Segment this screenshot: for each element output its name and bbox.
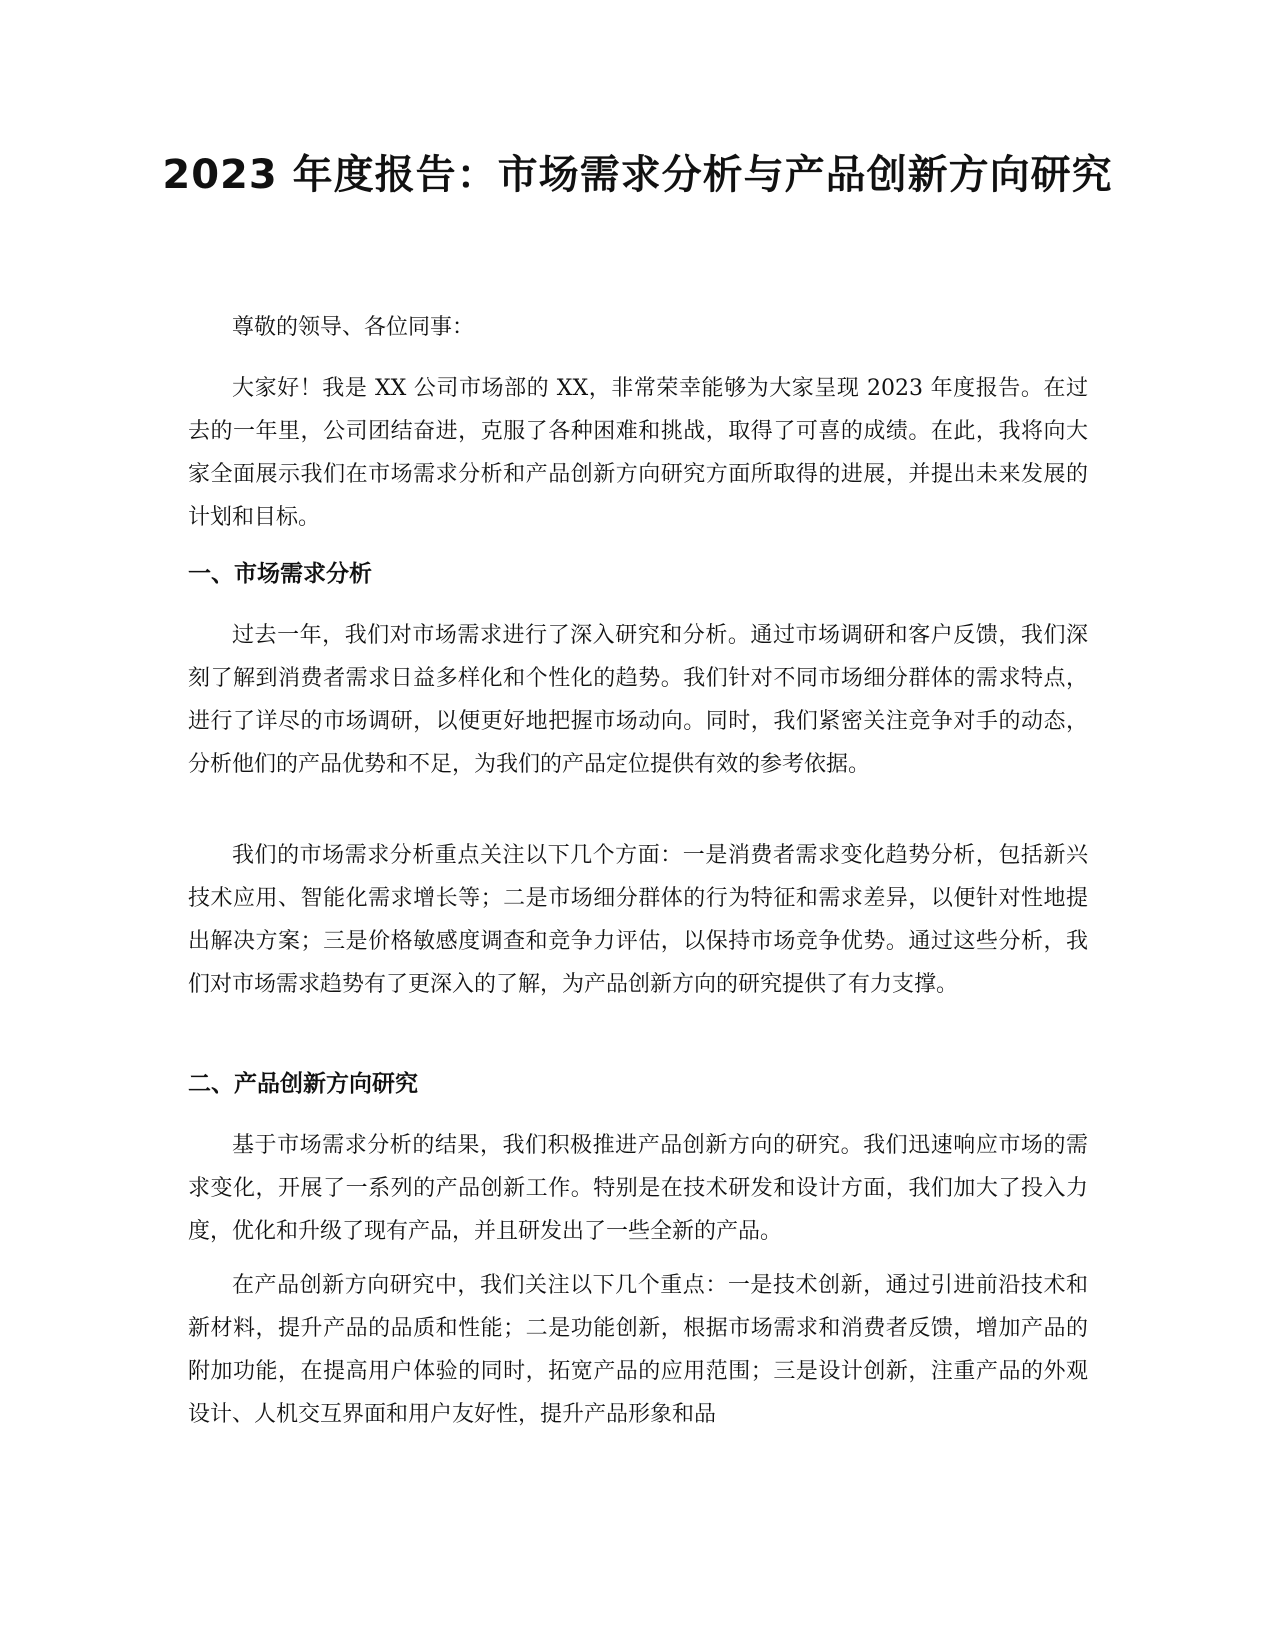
product-innovation-paragraph-2: 在产品创新方向研究中，我们关注以下几个重点：一是技术创新，通过引进前沿技术和新材料，提升产品的品质和性能；二是功能创新，根据市场需求和消费者反馈，增加产品的附加功能，在提高用户体验的同时，拓宽产品的应用范围；三是设计创新，注重产品的外观设计、人机交互界面和用户友好性，提升产品形象和品 [188, 1273, 1088, 1427]
market-demand-paragraph-2: 我们的市场需求分析重点关注以下几个方面：一是消费者需求变化趋势分析，包括新兴技术应用、智能化需求增长等；二是市场细分群体的行为特征和需求差异，以便针对性地提出解决方案；三是价格敏感度调查和竞争力评估，以保持市场竞争优势。通过这些分析，我们对市场需求趋势有了更深入的了解，为产品创新方向的研究提供了有力支撑。 [188, 843, 1088, 997]
intro-paragraph: 大家好！我是 XX 公司市场部的 XX，非常荣幸能够为大家呈现 2023 年度报告。在过去的一年里，公司团结奋进，克服了各种困难和挑战，取得了可喜的成绩。在此，我将向大家全面展示我们在市场需求分析和产品创新方向研究方面所取得的进展，并提出未来发展的计划和目标。 [188, 376, 1088, 530]
salutation: 尊敬的领导、各位同事： [232, 315, 475, 340]
document-title: 2023 年度报告：市场需求分析与产品创新方向研究 [162, 152, 1113, 198]
section-heading-product-innovation: 二、产品创新方向研究 [188, 1071, 418, 1097]
market-demand-paragraph-1: 过去一年，我们对市场需求进行了深入研究和分析。通过市场调研和客户反馈，我们深刻了解到消费者需求日益多样化和个性化的趋势。我们针对不同市场细分群体的需求特点，进行了详尽的市场调研，以便更好地把握市场动向。同时，我们紧密关注竞争对手的动态，分析他们的产品优势和不足，为我们的产品定位提供有效的参考依据。 [188, 623, 1088, 777]
product-innovation-paragraph-1: 基于市场需求分析的结果，我们积极推进产品创新方向的研究。我们迅速响应市场的需求变化，开展了一系列的产品创新工作。特别是在技术研发和设计方面，我们加大了投入力度，优化和升级了现有产品，并且研发出了一些全新的产品。 [188, 1133, 1088, 1244]
section-heading-market-demand: 一、市场需求分析 [188, 561, 372, 587]
